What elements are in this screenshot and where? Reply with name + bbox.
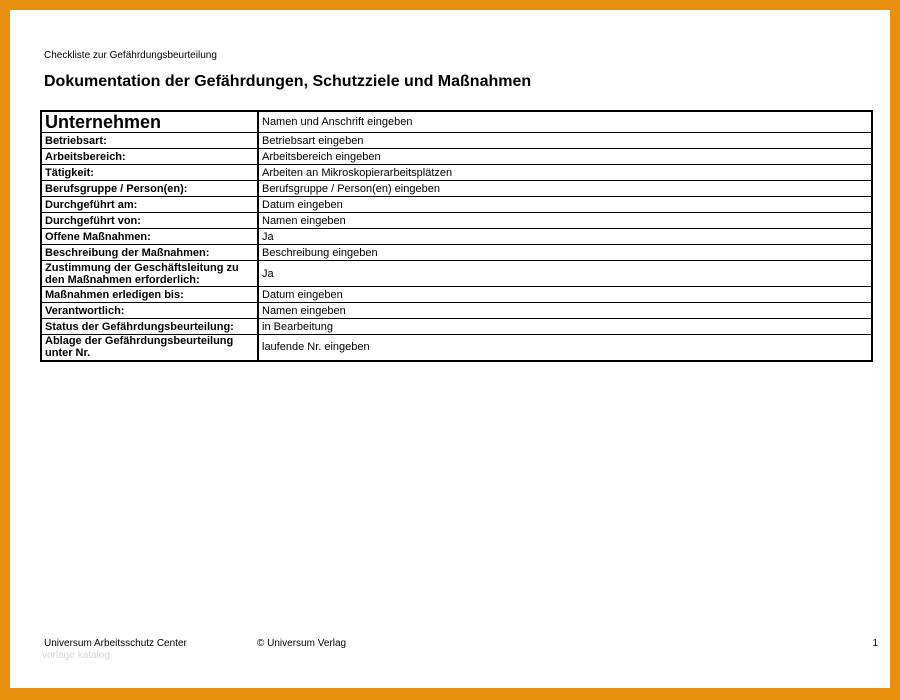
footer-company: Universum Arbeitsschutz Center: [44, 638, 187, 649]
table-row: [41, 133, 872, 149]
document-page: [10, 10, 890, 688]
row-label: Offene Maßnahmen:: [41, 229, 258, 245]
row-value[interactable]: Beschreibung eingeben: [258, 245, 872, 261]
row-value[interactable]: Arbeitsbereich eingeben: [258, 149, 872, 165]
table-row: [41, 229, 872, 245]
table-row: [41, 165, 872, 181]
table-row: [41, 319, 872, 335]
row-value[interactable]: Betriebsart eingeben: [258, 133, 872, 149]
table-row: [41, 335, 872, 361]
footer-copyright: © Universum Verlag: [257, 638, 347, 649]
row-value[interactable]: Namen und Anschrift eingeben: [258, 111, 872, 133]
row-label: Unternehmen: [41, 111, 258, 133]
row-value[interactable]: Ja: [258, 229, 872, 245]
table-row: [41, 303, 872, 319]
row-value[interactable]: Namen eingeben: [258, 213, 872, 229]
row-label: Maßnahmen erledigen bis:: [41, 287, 258, 303]
row-label: Ablage der Gefährdungsbeurteilung unter Nr.: [41, 335, 258, 361]
table-row: [41, 149, 872, 165]
table-row: [41, 181, 872, 197]
row-value[interactable]: Ja: [258, 261, 872, 287]
table-row: [41, 197, 872, 213]
table-row: [41, 261, 872, 287]
table-row: [41, 245, 872, 261]
row-label: Durchgeführt am:: [41, 197, 258, 213]
row-value[interactable]: Arbeiten an Mikroskopierarbeitsplätzen: [258, 165, 872, 181]
row-value[interactable]: Namen eingeben: [258, 303, 872, 319]
row-label: Berufsgruppe / Person(en):: [41, 181, 258, 197]
document-subtitle: Checkliste zur Gefährdungsbeurteilung: [44, 50, 217, 61]
row-label: Durchgeführt von:: [41, 213, 258, 229]
watermark-text: vorlage katalog: [42, 650, 110, 661]
document-title: Dokumentation der Gefährdungen, Schutzziele und Maßnahmen: [44, 73, 532, 90]
assessment-table: [40, 110, 873, 362]
row-label: Tätigkeit:: [41, 165, 258, 181]
page-number: 1: [872, 638, 878, 649]
table-row: [41, 213, 872, 229]
row-value[interactable]: Datum eingeben: [258, 197, 872, 213]
row-label: Zustimmung der Geschäftsleitung zu den Maßnahmen erforderlich:: [41, 261, 258, 287]
row-label: Betriebsart:: [41, 133, 258, 149]
row-label: Beschreibung der Maßnahmen:: [41, 245, 258, 261]
row-value[interactable]: Berufsgruppe / Person(en) eingeben: [258, 181, 872, 197]
table-row: [41, 287, 872, 303]
row-label: Arbeitsbereich:: [41, 149, 258, 165]
row-value[interactable]: laufende Nr. eingeben: [258, 335, 872, 361]
row-value[interactable]: in Bearbeitung: [258, 319, 872, 335]
row-label: Status der Gefährdungsbeurteilung:: [41, 319, 258, 335]
row-label: Verantwortlich:: [41, 303, 258, 319]
table-row: [41, 111, 872, 133]
row-value[interactable]: Datum eingeben: [258, 287, 872, 303]
